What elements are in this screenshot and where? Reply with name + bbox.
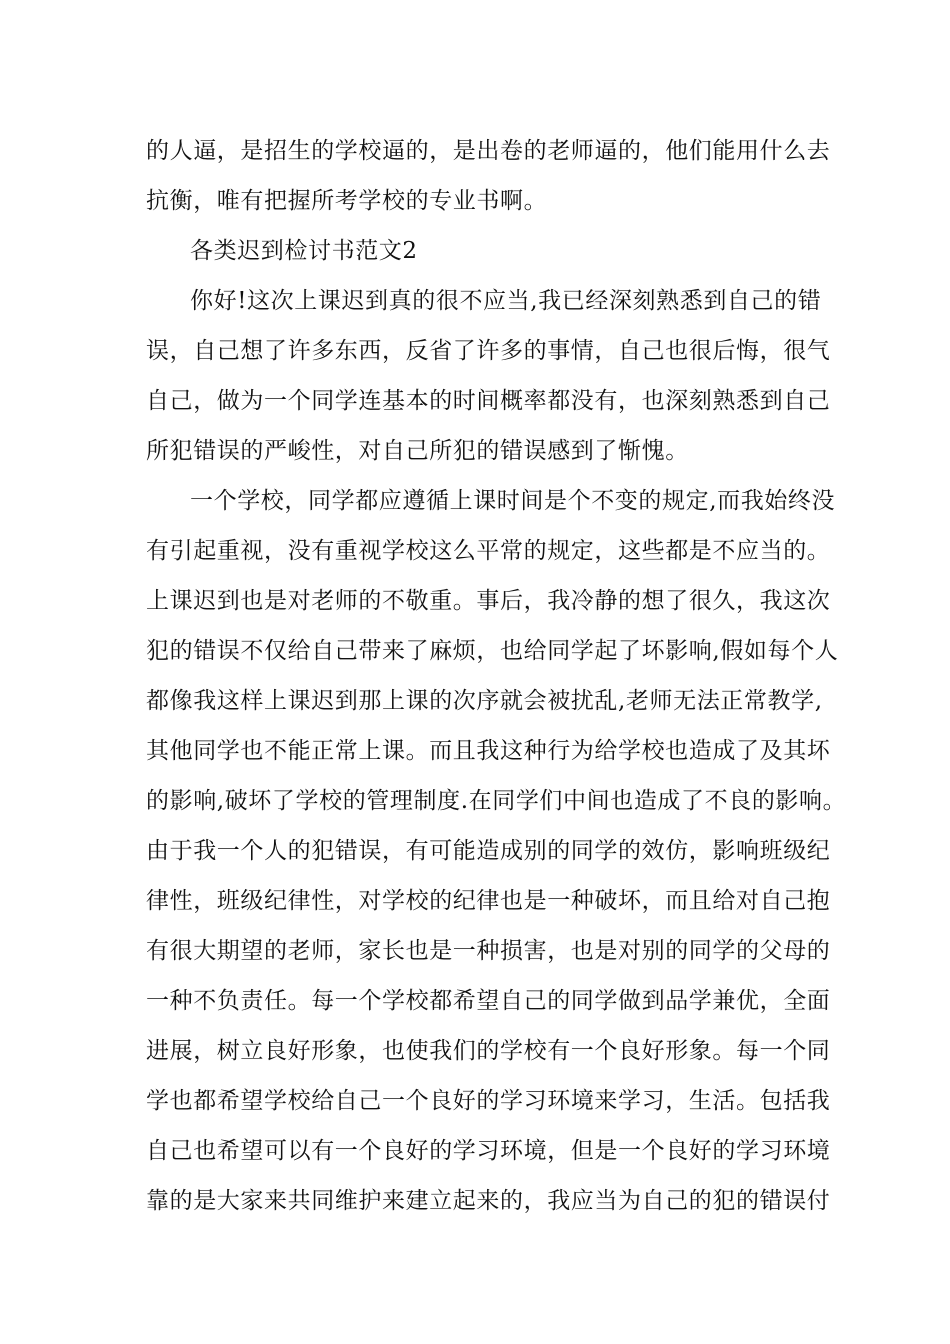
- section-heading: 各类迟到检讨书范文2: [190, 238, 418, 264]
- paragraph-start: 一个学校，同学都应遵循上课时间是个不变的规定,而我始终没: [190, 488, 836, 514]
- text-line: 犯的错误不仅给自己带来了麻烦，也给同学起了坏影响,假如每个人: [146, 638, 839, 664]
- text-line: 靠的是大家来共同维护来建立起来的，我应当为自己的犯的错误付: [146, 1188, 831, 1214]
- text-line: 律性，班级纪律性，对学校的纪律也是一种破坏，而且给对自己抱: [146, 888, 831, 914]
- paragraph-start: 你好!这次上课迟到真的很不应当,我已经深刻熟悉到自己的错: [190, 288, 822, 314]
- text-line: 抗衡，唯有把握所考学校的专业书啊。: [146, 188, 548, 214]
- text-line: 一种不负责任。每一个学校都希望自己的同学做到品学兼优，全面: [146, 988, 831, 1014]
- text-line: 由于我一个人的犯错误，有可能造成别的同学的效仿，影响班级纪: [146, 838, 831, 864]
- text-line: 进展，树立良好形象，也使我们的学校有一个良好形象。每一个同: [146, 1038, 831, 1064]
- text-line: 有很大期望的老师，家长也是一种损害，也是对别的同学的父母的: [146, 938, 831, 964]
- text-line: 的影响,破坏了学校的管理制度.在同学们中间也造成了不良的影响。: [146, 788, 847, 814]
- text-line: 自己，做为一个同学连基本的时间概率都没有，也深刻熟悉到自己: [146, 388, 831, 414]
- text-line: 学也都希望学校给自己一个良好的学习环境来学习，生活。包括我: [146, 1088, 831, 1114]
- text-line: 其他同学也不能正常上课。而且我这种行为给学校也造成了及其坏: [146, 738, 831, 764]
- text-line: 所犯错误的严峻性，对自己所犯的错误感到了惭愧。: [146, 438, 689, 464]
- text-line: 都像我这样上课迟到那上课的次序就会被扰乱,老师无法正常教学,: [146, 688, 823, 714]
- text-line: 的人逼，是招生的学校逼的，是出卷的老师逼的，他们能用什么去: [146, 138, 831, 164]
- text-line: 有引起重视，没有重视学校这么平常的规定，这些都是不应当的。: [146, 538, 831, 564]
- text-line: 误，自己想了许多东西，反省了许多的事情，自己也很后悔，很气: [146, 338, 831, 364]
- text-line: 上课迟到也是对老师的不敬重。事后，我冷静的想了很久，我这次: [146, 588, 831, 614]
- text-line: 自己也希望可以有一个良好的学习环境，但是一个良好的学习环境: [146, 1138, 831, 1164]
